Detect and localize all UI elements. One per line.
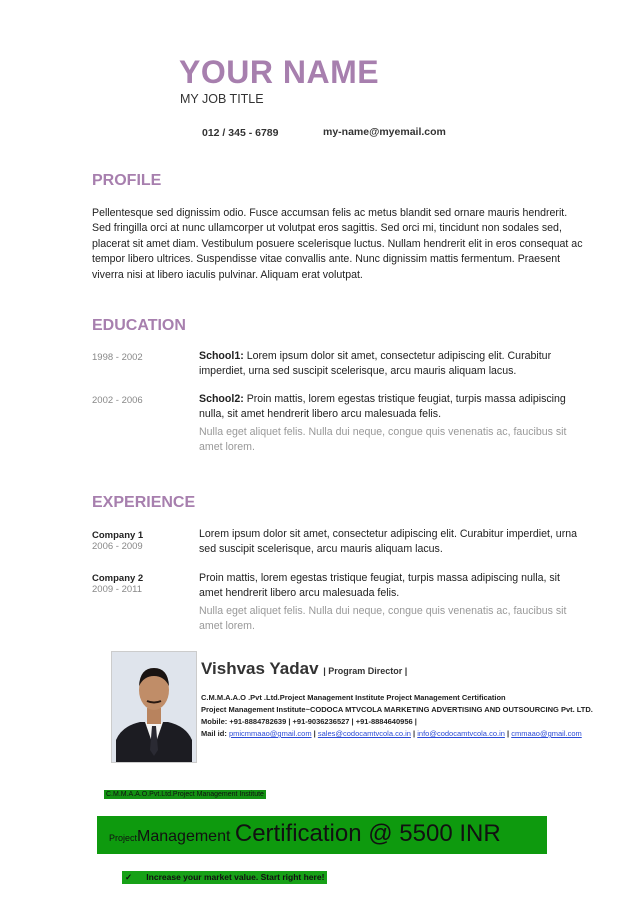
card-name [201,659,407,679]
promo-check-line [122,871,327,884]
card-line-2: Project Management Institute~CODOCA MTVCOLA MARKETING ADVERTISING AND OUTSOURCING Pvt. LTD. [201,705,593,714]
phone-number: 012 / 345 - 6789 [202,127,279,139]
experience-heading: EXPERIENCE [92,494,196,511]
promo-word-project: Project [109,833,138,843]
profile-photo [111,651,197,763]
education-text-2: Proin mattis, lorem egestas tristique feugiat, turpis massa adipiscing nulla, sit amet hendrerit libero arcu malesuada felis. [199,393,566,421]
experience-text-1: Lorem ipsum dolor sit amet, consectetur adipiscing elit. Curabitur imperdiet, urna sed suscipit scelerisque, arcu mauris aliquam lacus. [199,528,578,556]
check-icon: ✓ [125,872,133,882]
profile-text: Pellentesque sed dignissim odio. Fusce accumsan felis ac metus blandit sed ornare mauris hendrerit. Sed fringilla orci at nunc ullamcorper ut volutpat eros sagittis. Sed orci mi, tincidunt non sodales sed, placerat sit amet diam. Vestibulum posuere scelerisque luctus. Nullam hendrerit elit in eros consequat ac tempor libero ultrices. Suspendisse vitae convallis ante. Nunc dignissim mattis fermentum. Praesent viverra nisi at libero iaculis pulvinar. Aliquam erat volutpat. [92,207,583,281]
card-mail-1[interactable]: pmicmmaao@gmail.com [228,729,312,738]
experience-years-1: 2006 - 2009 [92,541,143,552]
experience-company-1: Company 1 [92,530,144,541]
card-mail-label: Mail id: [201,729,227,738]
experience-left-2 [92,573,143,595]
education-entry-2 [199,392,579,423]
experience-years-2: 2009 - 2011 [92,584,143,595]
experience-extra-2: Nulla eget aliquet felis. Nulla dui neque, congue quis venenatis ac, faucibus sit amet lorem. [199,605,567,633]
education-extra-2: Nulla eget aliquet felis. Nulla dui neque, congue quis venenatis ac, faucibus sit amet lorem. [199,426,567,454]
card-sep-1: | [313,729,316,738]
promo-banner-text [109,820,501,848]
education-entry-1 [199,349,579,380]
profile-heading: PROFILE [92,172,162,189]
experience-company-2: Company 2 [92,573,144,584]
education-years-2: 2002 - 2006 [92,395,143,406]
education-text-1: Lorem ipsum dolor sit amet, consectetur adipiscing elit. Curabitur imperdiet, urna sed suscipit scelerisque, arcu mauris aliquam lacus. [199,350,552,378]
promo-small-label: C.M.M.A.A.O.Pvt.Ltd.Project Management Institute [106,791,264,798]
education-years-1: 1998 - 2002 [92,352,143,363]
education-school-1: School1: [199,350,244,362]
card-role: | Program Director | [323,666,408,676]
education-heading: EDUCATION [92,317,186,334]
promo-certification: Certification @ 5500 INR [234,820,501,847]
promo-banner [97,816,547,854]
card-line-3: Mobile: +91-8884782639 | +91-9036236527 | +91-8884640956 | [201,717,417,726]
experience-left-1 [92,530,143,552]
email-address: my-name@myemail.com [323,126,446,138]
promo-word-management: Management [137,828,231,845]
card-mail-2[interactable]: sales@codocamtvcola.co.in [317,729,411,738]
job-title: MY JOB TITLE [180,92,264,106]
card-mail-3[interactable]: info@codocamtvcola.co.in [417,729,505,738]
card-sep-3: | [507,729,510,738]
person-portrait-icon [112,652,196,762]
education-school-2: School2: [199,393,244,405]
card-line-1: C.M.M.A.A.O .Pvt .Ltd.Project Management Institute Project Management Certification [201,693,506,702]
card-sep-2: | [413,729,416,738]
experience-text-2: Proin mattis, lorem egestas tristique feugiat, turpis massa adipiscing nulla, sit amet hendrerit libero arcu malesuada felis. [199,572,560,600]
card-mail-line [201,729,582,738]
business-card [111,651,611,769]
card-mail-4[interactable]: cmmaao@gmail.com [511,729,582,738]
promo-check-text: Increase your market value. Start right here! [146,872,325,882]
card-person-name: Vishvas Yadav [201,659,319,678]
resume-name: YOUR NAME [179,54,380,90]
